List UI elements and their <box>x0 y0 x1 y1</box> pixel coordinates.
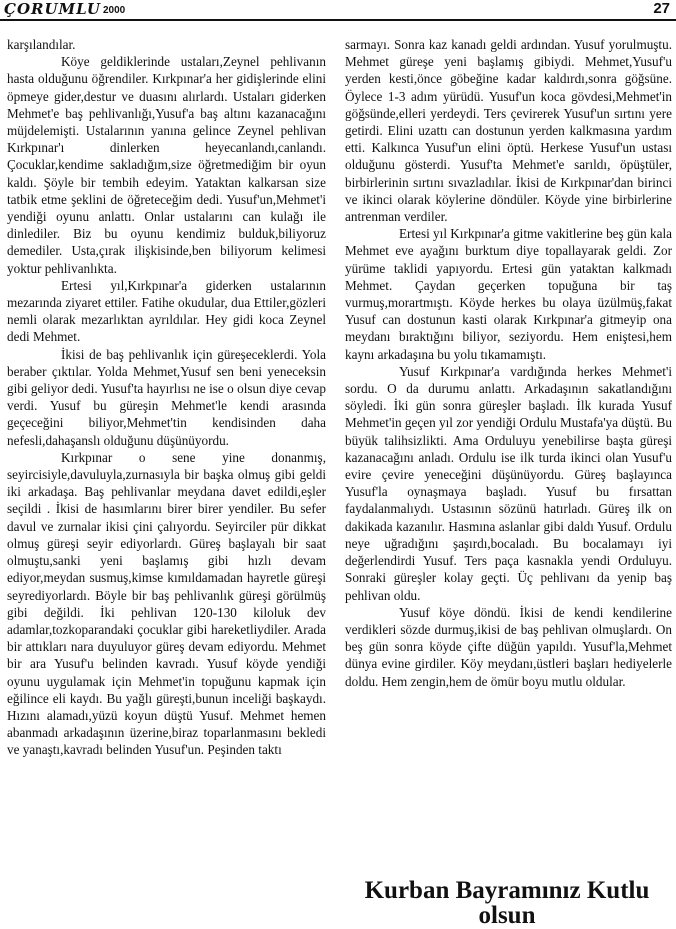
paragraph: Kırkpınar o sene yine donanmış, seyircisiyle,davuluyla,zurnasıyla bir başka olmuş gibi geldi iki arkadaşa. Baş pehlivanlar meydana davet edildi,eşler seçildi . İkisi de hasımlarını birer birer yendiler. Bu sefer davul ve zurnalar ikisi çini çalıyordu. Seyirciler pür dikkat olmuş güreşi seyir ediyorlardı. Güreş başlayalı bir saat olmuştu,sanki yeni başlamış gibi hızlı devam ediyor,meydan susmuş,kimse kımıldamadan hayretle güreşi seyrediyorlardı. Böyle bir baş pehlivanlık güreşi görülmüş gibi değildi. İki pehlivan 120-130 kiloluk dev adamlar,tozkoparandaki çocuklar gibi hareketliydiler. Arada bir attıkları nara duyuluyor güreş devam ediyordu. Mehmet bir ara Yusuf'u belinden kavradı. Yusuf köyde yendiği oyunu uygulamak için Mehmet'in topuğunu kapmak için eğilince eli kaydı. Bu yağlı güreşti,bunun inceliği başkaydı. Hızını alamadı,yüzü koyun düştü Yusuf. Mehmet hemen abanmadı arkadaşının üzerine,biraz toparlanmasını bekledi ve yanaştı,kavradı belinden Yusuf'un. Peşinden taktı <box>7 449 326 758</box>
page-header <box>0 0 676 20</box>
paragraph: Yusuf Kırkpınar'a vardığında herkes Mehmet'i sordu. O da durumu anlattı. Arkadaşının sakatlandığını söyledi. İki gün sonra güreşler başladı. İlk kurada Yusuf Mehmet'in geçen yıl zor yendiği Ordulu Mustafa'ya düştü. Bu büyük talihsizlikti. Ama Orduluyu yenebilirse başta güreşi kazanacağını anladı. Ordulu ise ilk turda ikinci olan Yusuf'u evire çevire yeneceğini düşünüyordu. Güreş başlayınca Yusuf'la oynaşmaya başladı. Yusuf bu fırsattan faydalanmalıydı. Ustasının sözünü hatırladı. Güreş ilk on dakikada kazanılır. Hasmına aslanlar gibi daldı Yusuf. Ordulu neye uğradığını şaşırdı,bocaladı. Bu bocalamayı iyi değerlendirdi Yusuf. Ters paça kasnakla yendi Orduluyu. Sonraki güreşler kolay geçti. Üç pehlivanı da yenip baş pehlivan oldu. <box>345 363 672 603</box>
paragraph: Ertesi yıl Kırkpınar'a gitme vakitlerine beş gün kala Mehmet eve ayağını burktum diye topallayarak geldi. Zor yürüme taklidi yapıyordu. Ertesi gün yataktan kalkmadı Mehmet. Çaydan geçerken topuğuna bir taş vurmuş,morartmıştı. Köyde herkes bu olaya üzülmüş,fakat Yusuf can dostunun kasti olarak Kırkpınar'a gitmeyip ona meydanı bıraktığını biliyor, seziyordu. Hem eniştesi,hem kaynı arkadaşına bu yolu tıkamamıştı. <box>345 226 673 362</box>
paragraph: Yusuf köye döndü. İkisi de kendi kendilerine verdikleri sözde durmuş,ikisi de baş pehlivan olmuşlardı. On beş gün sonra köyde çifte düğün yapıldı. Yusuf'la,Mehmet dünya evine girdiler. Köy meydanı,üstleri başları hediyelerle doldu. Hem zengin,hem de ömür boyu mutlu oldular. <box>345 604 672 689</box>
header-rule <box>0 19 676 21</box>
right-column <box>345 36 672 690</box>
page-number: 27 <box>653 0 670 17</box>
left-column <box>7 36 326 759</box>
paragraph: sarmayı. Sonra kaz kanadı geldi ardından. Yusuf yorulmuştu. Mehmet güreşe yeni başlamış gibiydi. Mehmet,Yusuf'u yerden kesti,önce göbeğine kadar kaldırdı,sonra göğsüne. Öylece 1-3 adım yürüdü. Yusuf'un koca gövdesi,Mehmet'in göğsünde,elleri yerdeydi. Ters çevirerek Yusuf'un sırtını yere getirdi. Elini uzattı can dostunun yerden kalkmasına yardım etti. Kalkınca Yusuf'un elini öptü. Herkese Yusuf'un ustası olduğunu gösterdi. Yusuf'ta Mehmet'e sarıldı, öpüştüler, birbirlerinin sırtını sıvazladılar. İkisi de Kırkpınar'dan birinci ve ikinci olarak köylerine döndüler. Köyde yine birbirlerine antrenman verdiler. <box>345 37 672 225</box>
paragraph: İkisi de baş pehlivanlık için güreşeceklerdi. Yola beraber çıktılar. Yolda Mehmet,Yusuf sen beni yeneceksin gibi geliyor dedi. Yusuf'ta hayırlısı ne ise o olsun diye cevap verdi. Yusuf bu güreşin Mehmet'le kendi arasında geçeceğini biliyor,Mehmet'tin kendisinden daha nefesli,dahaşanslı olduğunu düşünüyordu. <box>7 346 326 448</box>
issue-year: 2000 <box>103 5 126 16</box>
holiday-greeting: Kurban Bayramınız Kutlu olsun <box>364 877 650 929</box>
paragraph: karşılandılar. <box>7 37 76 52</box>
paragraph: Ertesi yıl,Kırkpınar'a giderken ustalarının mezarında ziyaret ettiler. Fatihe okudular, dua Ettiler,gözleri nemli olarak mezarlıktan ayrıldılar. Hey gidi koca Zeynel dedi Mehmet. <box>7 277 326 345</box>
paragraph: Köye geldiklerinde ustaları,Zeynel pehlivanın hasta olduğunu öğrendiler. Kırkpınar'a her gidişlerinde elini öpmeye gider,destur ve duasını alırlardı. Ustaları giderken Mehmet'e baş pehlivanlığı,Yusuf'a baş altını kazanacağını müjdelemişti. Ustalarının yanına gelince Zeynel pehlivan Kırkpınar'ı dinlerken heyecanlandı,canlandı. Çocuklar,kendime sakladığım,size öğretmediğim bir oyun kaldı. Şöyle bir tembih edeyim. Yataktan kalkarsan size tatbik etme şeklini de öğreteceğim dedi. Yusuf'un,Mehmet'i yendiği oyunu anlattı. Onlar ustalarını can kulağı ile dinlediler. Biz bu oyunu kendimiz bulduk,biliyoruz demediler. Usta,çırak ilişkisinde,ben biliyorum kelimesi yoktur pehlivanlıkta. <box>7 54 326 276</box>
magazine-logo: ÇORUMLU <box>4 0 101 18</box>
